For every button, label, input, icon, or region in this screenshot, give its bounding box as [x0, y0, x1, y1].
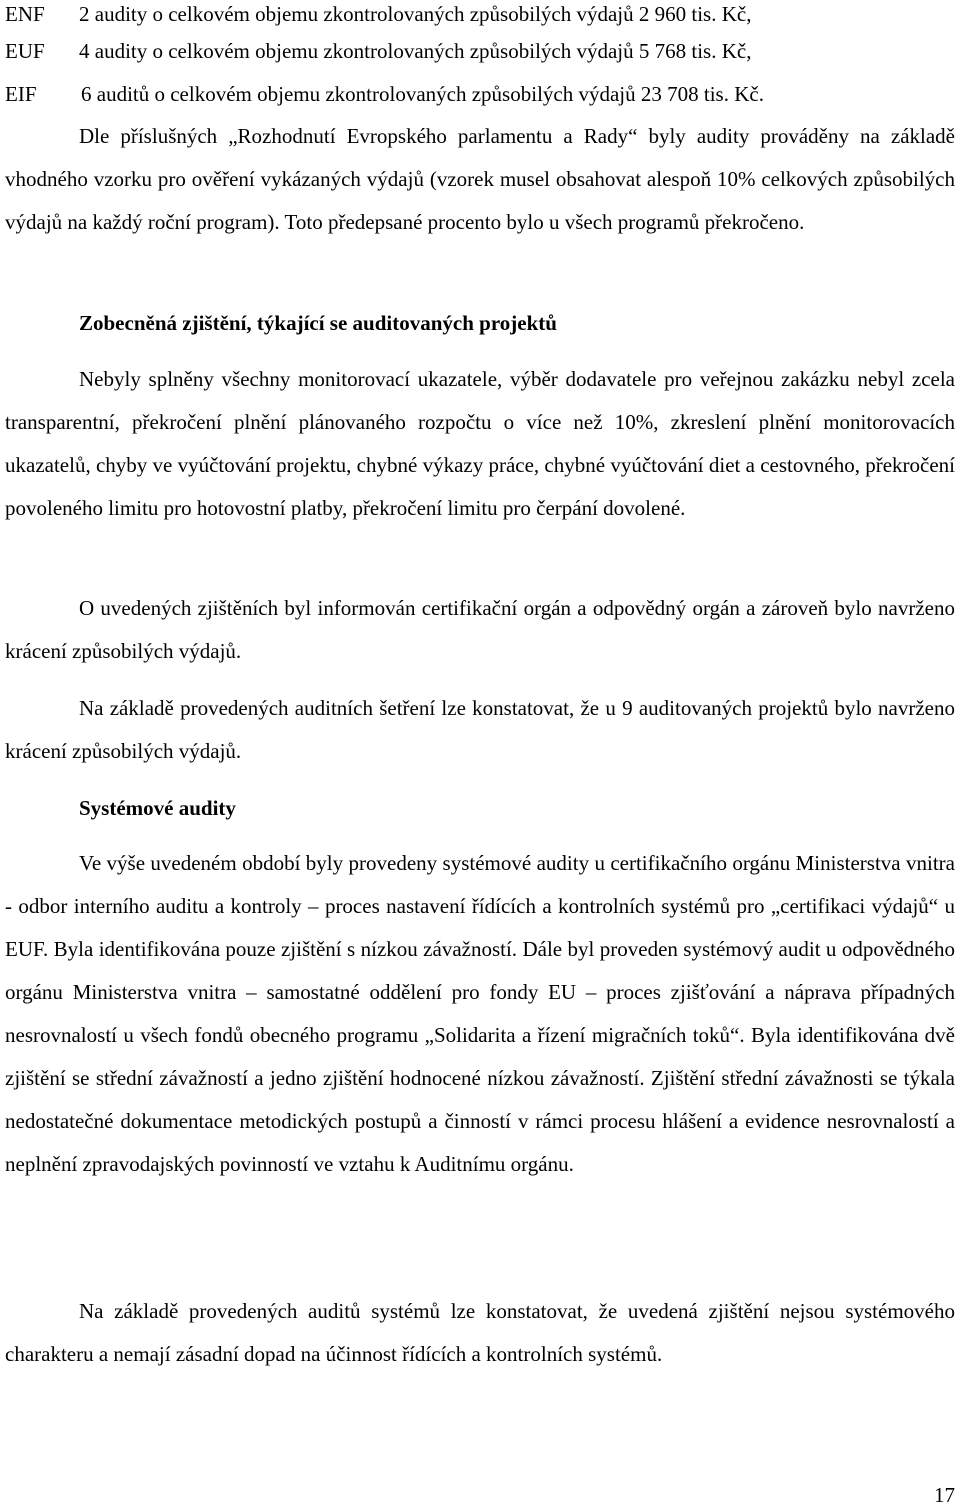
fund-audit-summary: 2 audity o celkovém objemu zkontrolovaných způsobilých výdajů 2 960 tis. Kč, [79, 2, 752, 26]
page-number: 17 [934, 1483, 955, 1507]
paragraph-conclusion: Na základě provedených auditů systémů lze konstatovat, že uvedená zjištění nejsou systémového charakteru a nemají zásadní dopad na účinnost řídících a kontrolních systémů. [5, 1299, 955, 1366]
heading-system-audits: Systémové audity [79, 796, 236, 820]
heading-projects: Zobecněná zjištění, týkající se auditovaných projektů [79, 311, 557, 335]
fund-row-enf [5, 0, 955, 28]
fund-audit-summary: 4 audity o celkovém objemu zkontrolovaných způsobilých výdajů 5 768 tis. Kč, [79, 39, 752, 63]
fund-audit-summary: 6 auditů o celkovém objemu zkontrolovaných způsobilých výdajů 23 708 tis. Kč. [81, 82, 764, 106]
fund-code: EUF [5, 39, 45, 63]
paragraph-findings: Nebyly splněny všechny monitorovací ukazatele, výběr dodavatele pro veřejnou zakázku nebyl zcela transparentní, překročení plnění plánovaného rozpočtu o více než 10%, zkreslení plnění monitorovacích ukazatelů, chyby ve vyúčtování projektu, chybné výkazy práce, chybné vyúčtování diet a cestovného, překročení povoleného limitu pro hotovostní platby, překročení limitu pro čerpání dovolené. [5, 367, 955, 520]
paragraph-informed: O uvedených zjištěních byl informován certifikační orgán a odpovědný orgán a zároveň bylo navrženo krácení způsobilých výdajů. [5, 596, 955, 663]
fund-code: EIF [5, 82, 37, 106]
fund-row-eif [5, 80, 955, 108]
fund-code: ENF [5, 2, 45, 26]
fund-row-euf [5, 37, 955, 65]
paragraph-sampling: Dle příslušných „Rozhodnutí Evropského parlamentu a Rady“ byly audity prováděny na základě vhodného vzorku pro ověření vykázaných výdajů (vzorek musel obsahovat alespoň 10% celkových způsobilých výdajů na každý roční program). Toto předepsané procento bylo u všech programů překročeno. [5, 124, 955, 234]
paragraph-reduction: Na základě provedených auditních šetření lze konstatovat, že u 9 auditovaných projektů bylo navrženo krácení způsobilých výdajů. [5, 696, 955, 763]
paragraph-system-audits: Ve výše uvedeném období byly provedeny systémové audity u certifikačního orgánu Ministerstva vnitra - odbor interního auditu a kontroly – proces nastavení řídících a kontrolních systémů pro „certifikaci výdajů“ u EUF. Byla identifikována pouze zjištění s nízkou závažností. Dále byl proveden systémový audit u odpovědného orgánu Ministerstva vnitra – samostatné oddělení pro fondy EU – proces zjišťování a náprava případných nesrovnalostí u všech fondů obecného programu „Solidarita a řízení migračních toků“. Byla identifikována dvě zjištění se střední závažností a jedno zjištění hodnocené nízkou závažností. Zjištění střední závažnosti se týkala nedostatečné dokumentace metodických postupů a činností v rámci procesu hlášení a evidence nesrovnalostí a neplnění zpravodajských povinností ve vztahu k Auditnímu orgánu. [5, 851, 955, 1176]
